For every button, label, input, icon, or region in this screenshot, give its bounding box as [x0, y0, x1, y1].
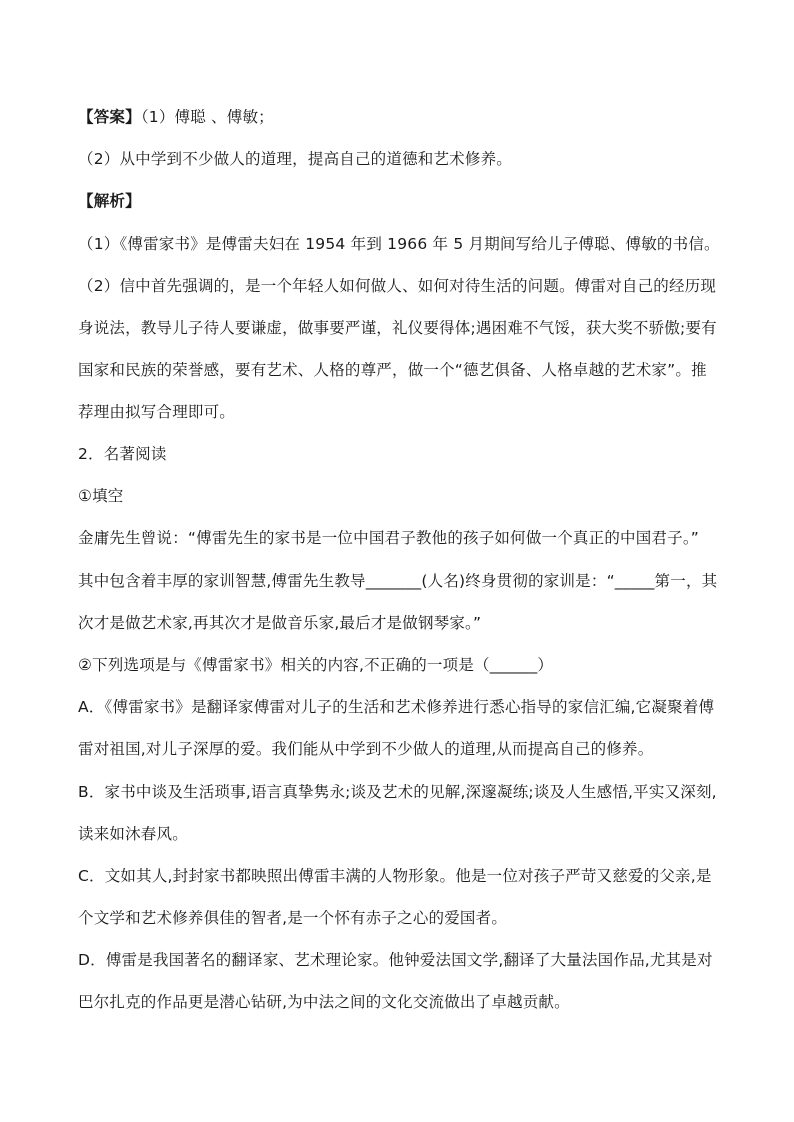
option-b-line2: 读来如沐春风。	[78, 825, 188, 843]
option-d-line2: 巴尔扎克的作品更是潜心钻研,为中法之间的文化交流做出了卓越贡献。	[78, 993, 570, 1011]
fill-blank-heading: ①填空	[78, 487, 124, 505]
option-c-line2: 个文学和艺术修养俱佳的智者,是一个怀有赤子之心的爱国者。	[78, 909, 508, 927]
question2-heading: 2．名著阅读	[78, 445, 167, 463]
option-a-line1: A．《傅雷家书》是翻译家傅雷对儿子的生活和艺术修养进行悉心指导的家信汇编,它凝聚着傅	[78, 698, 715, 716]
fill-blank-line2: 其中包含着丰厚的家训智慧,傅雷先生教导_______(人名)终身贯彻的家训是：“_____第一，其	[78, 572, 718, 590]
analysis-line2: （2）信中首先强调的，是一个年轻人如何做人、如何对待生活的问题。傅雷对自己的经历现	[78, 277, 717, 295]
option-a-line2: 雷对祖国,对儿子深厚的爱。我们能从中学到不少做人的道理,从而提高自己的修养。	[78, 740, 654, 758]
answer-part2: （2）从中学到不少做人的道理，提高自己的道德和艺术修养。	[78, 150, 512, 168]
fill-blank-line3: 次才是做艺术家,再其次才是做音乐家,最后才是做钢琴家。”	[78, 614, 482, 632]
answer-part1: （1）傅聪 、傅敏；	[140, 108, 274, 126]
answer-line	[78, 107, 728, 127]
fill-blank-line1: 金庸先生曾说：“傅雷先生的家书是一位中国君子教他的孩子如何做一个真正的中国君子。”	[78, 529, 700, 547]
analysis-line3: 身说法，教导儿子待人要谦虚，做事要严谨，礼仪要得体;遇困难不气馁，获大奖不骄傲;要有	[78, 319, 717, 337]
option-b-line1: B．家书中谈及生活琐事,语言真挚隽永;谈及艺术的见解,深邃凝练;谈及人生感悟,平实又深刻,	[78, 783, 717, 801]
answer-heading: 【答案】	[78, 108, 141, 126]
analysis-line5: 荐理由拟写合理即可。	[78, 403, 236, 421]
option-d-line1: D．傅雷是我国著名的翻译家、艺术理论家。他钟爱法国文学,翻译了大量法国作品,尤其是对	[78, 951, 713, 969]
analysis-line1: （1）《傅雷家书》是傅雷夫妇在 1954 年到 1966 年 5 月期间写给儿子傅聪、傅敏的书信。	[78, 235, 720, 253]
analysis-line4: 国家和民族的荣誉感，要有艺术、人格的尊严，做一个“德艺俱备、人格卓越的艺术家”。推	[78, 361, 707, 379]
choice-question-heading: ②下列选项是与《傅雷家书》相关的内容,不正确的一项是（______）	[78, 656, 554, 674]
analysis-heading: 【解析】	[78, 192, 141, 210]
option-c-line1: C．文如其人,封封家书都映照出傅雷丰满的人物形象。他是一位对孩子严苛又慈爱的父亲,是	[78, 867, 712, 885]
